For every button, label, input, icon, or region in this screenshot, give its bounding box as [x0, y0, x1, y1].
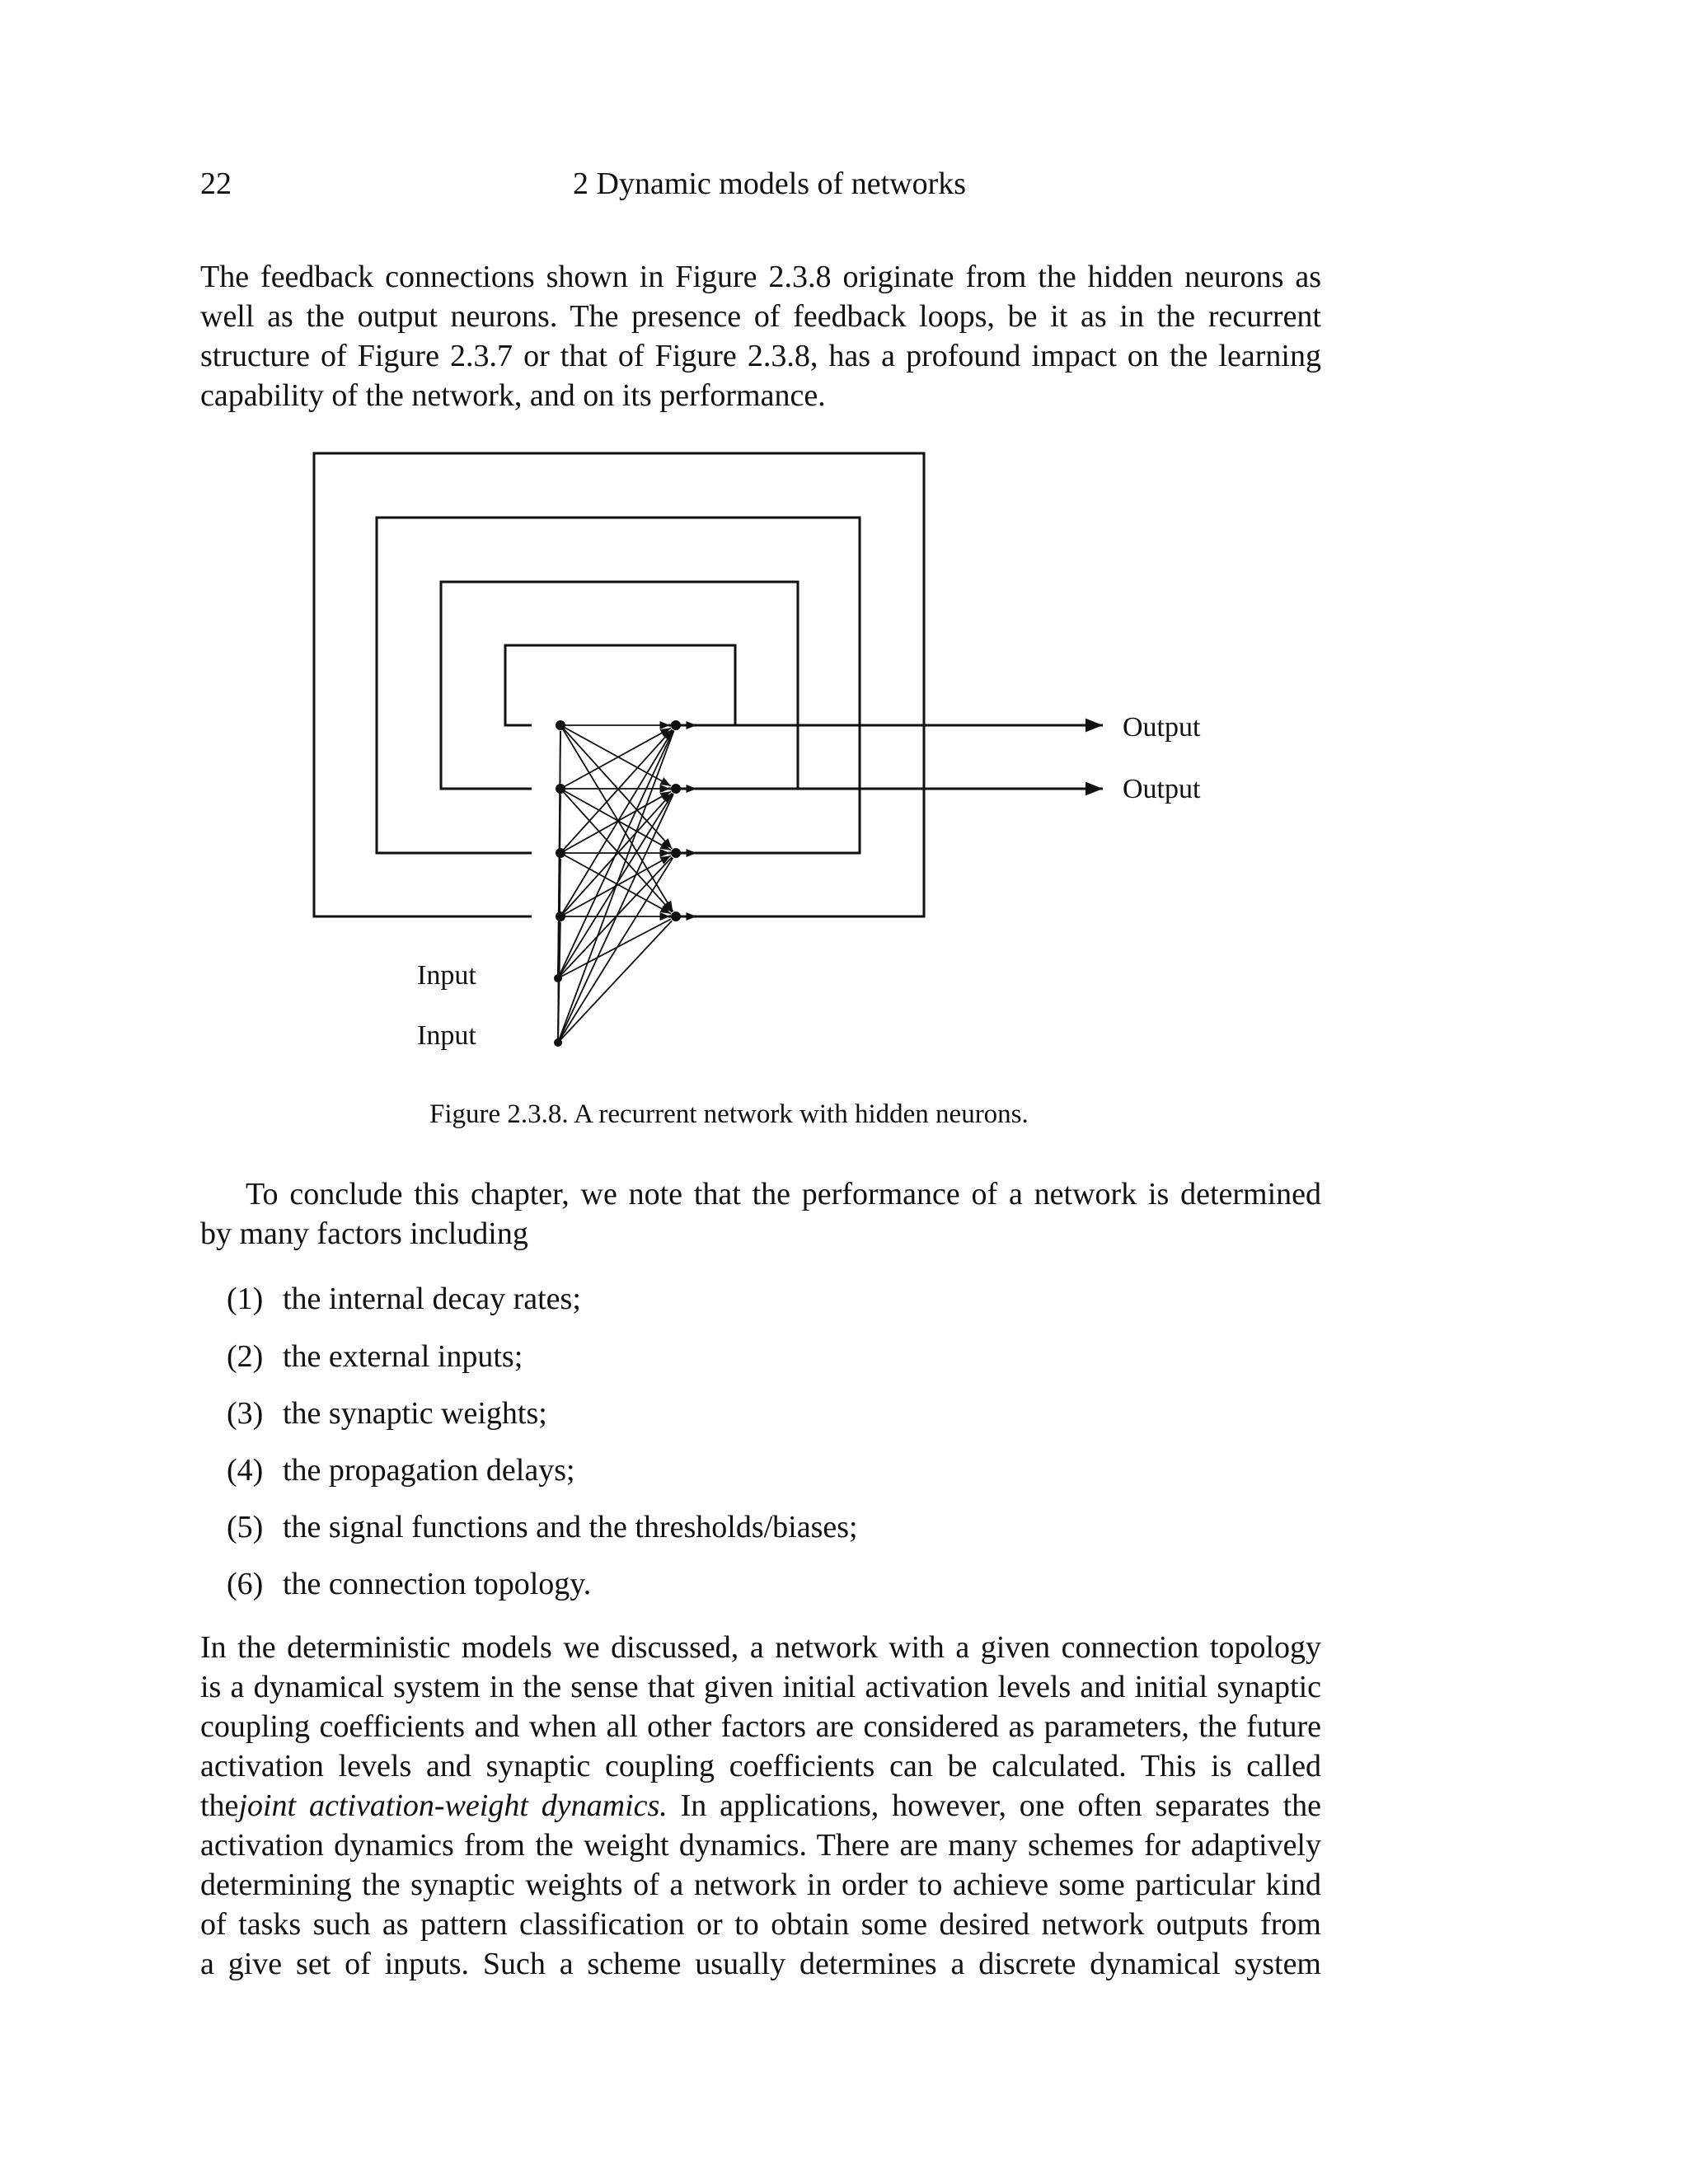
paragraph-line: by many factors including [200, 1216, 528, 1251]
paragraph-line: a give set of inputs. Such a scheme usually determines a discrete dynamical system [200, 1947, 1321, 1981]
hidden-to-output-connection [560, 725, 672, 849]
factor-number: (2) [227, 1339, 264, 1374]
hidden-to-output-connection [560, 725, 671, 786]
hidden-to-output-connection [560, 728, 671, 789]
running-head: 2 Dynamic models of networks [573, 166, 967, 201]
output-neuron [671, 720, 681, 730]
input-node [554, 974, 562, 982]
input-node [554, 1038, 562, 1047]
factor-item [227, 1337, 523, 1376]
hidden-neuron [556, 912, 565, 921]
paragraph-line: of tasks such as pattern classification or to obtain some desired network outputs from [200, 1907, 1321, 1942]
hidden-to-output-connection [560, 853, 671, 914]
input-to-output-connection [558, 919, 671, 978]
factor-text: the synaptic weights; [283, 1396, 547, 1431]
paragraph-line: well as the output neurons. The presence of feedback loops, be it as in the recurrent [200, 299, 1321, 334]
paragraph-line: activation levels and synaptic coupling coefficients can be calculated. This is called [200, 1749, 1321, 1783]
hidden-neuron [556, 784, 565, 794]
hidden-to-output-connection [560, 789, 671, 851]
factor-number: (4) [227, 1453, 264, 1488]
paragraph-line: In the deterministic models we discussed, a network with a given connection topology [200, 1630, 1321, 1665]
factor-text: the signal functions and the thresholds/biases; [283, 1510, 858, 1544]
factor-number: (5) [227, 1510, 264, 1544]
paragraph-line: coupling coefficients and when all other factors are considered as parameters, the future [200, 1709, 1321, 1744]
hidden-neuron [556, 720, 565, 730]
factor-item [227, 1394, 547, 1433]
factor-item [227, 1279, 581, 1319]
emphasized-term: joint activation-weight dynamics. [238, 1788, 668, 1823]
input-to-output-connection [558, 857, 672, 978]
output-neuron [671, 784, 681, 794]
output-label: Output [1123, 774, 1201, 804]
paragraph-line: activation dynamics from the weight dynamics. There are many schemes for adaptively [200, 1828, 1321, 1863]
factor-number: (6) [227, 1567, 264, 1601]
hidden-to-output-connection [560, 789, 672, 912]
factor-number: (1) [227, 1282, 264, 1316]
paragraph-line: capability of the network, and on its performance. [200, 378, 826, 413]
input-to-output-connection [558, 921, 672, 1043]
input-label: Input [417, 1020, 476, 1051]
output-label: Output [1123, 712, 1201, 743]
paragraph-3 [200, 1628, 1321, 1984]
factor-item [227, 1507, 858, 1547]
figure-caption: Figure 2.3.8. A recurrent network with hidden neurons. [429, 1099, 1029, 1129]
paragraph-line: The feedback connections shown in Figure 2.3.8 originate from the hidden neurons as [200, 260, 1321, 294]
feedback-loop-3 [377, 518, 860, 853]
input-to-output-connection [558, 794, 673, 1043]
output-neuron [671, 848, 681, 858]
paragraph-line: To conclude this chapter, we note that the performance of a network is determined [246, 1177, 1321, 1212]
factor-text: the external inputs; [283, 1339, 523, 1374]
factor-item [227, 1564, 591, 1604]
factor-text: the propagation delays; [283, 1453, 575, 1488]
paragraph-text: the [200, 1788, 239, 1823]
input-label: Input [417, 960, 476, 991]
paragraph-text: In applications, however, one often separates the [667, 1788, 1322, 1823]
input-to-output-connection [558, 731, 674, 1043]
factor-number: (3) [227, 1396, 264, 1431]
factor-text: the internal decay rates; [283, 1282, 581, 1316]
paragraph-line: is a dynamical system in the sense that given initial activation levels and initial synaptic [200, 1670, 1321, 1704]
paragraph-2 [200, 1174, 1321, 1254]
page-number: 22 [200, 166, 232, 201]
factor-text: the connection topology. [283, 1567, 592, 1601]
hidden-neuron [556, 848, 565, 858]
paragraph-line [200, 1786, 1321, 1825]
input-to-output-connection [558, 730, 673, 978]
paragraph-line: determining the synaptic weights of a network in order to achieve some particular kind [200, 1868, 1321, 1902]
output-neuron [671, 912, 681, 921]
feedback-loop-1 [505, 645, 735, 725]
factor-item [227, 1451, 575, 1490]
paragraph-line: structure of Figure 2.3.7 or that of Figure 2.3.8, has a profound impact on the learning [200, 339, 1321, 373]
